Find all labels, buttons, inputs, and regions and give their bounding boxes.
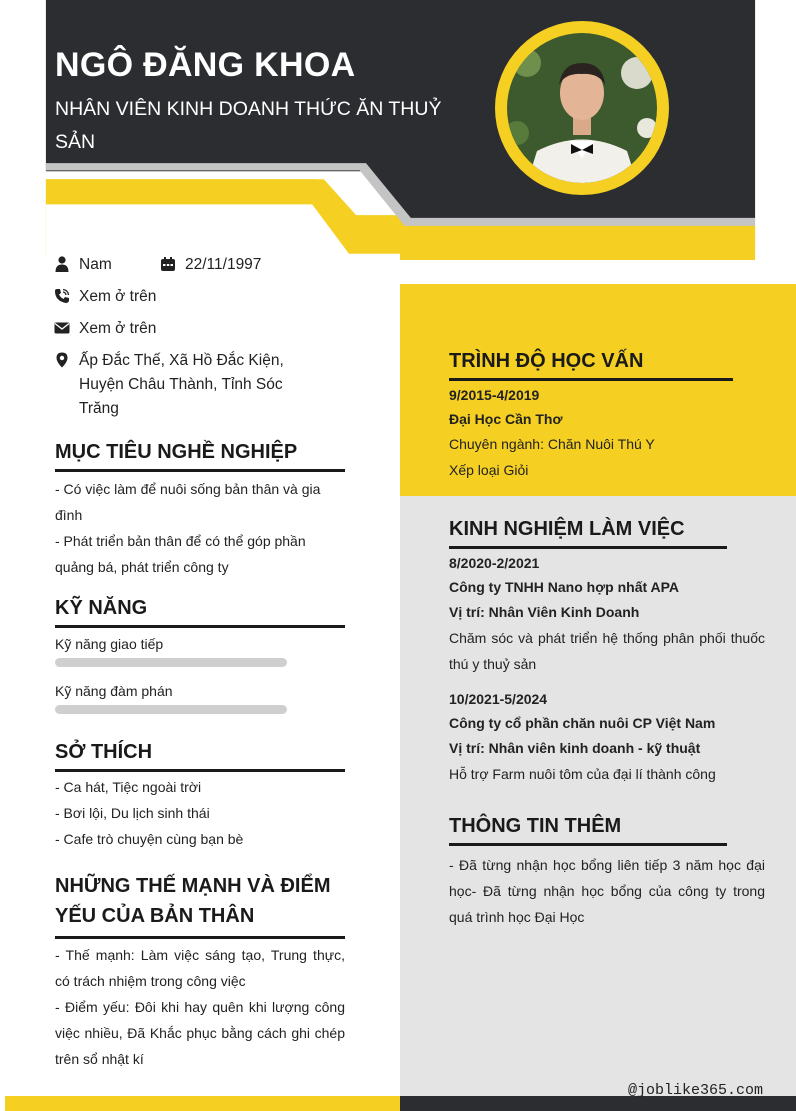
experience-section (449, 518, 765, 787)
extra-text: - Đã từng nhận học bổng liên tiếp 3 năm học đại học- Đã từng nhận học bổng của công ty trong quá trình học Đại Học (449, 857, 765, 925)
person-icon (54, 256, 70, 272)
education-grade: Xếp loại Giỏi (449, 462, 529, 478)
job-company: Công ty TNHH Nano hợp nhất APA (449, 579, 680, 595)
job-role: Vị trí: Nhân Viên Kinh Doanh (449, 604, 640, 620)
address-value: Ấp Đắc Thế, Xã Hồ Đắc Kiện, Huyện Châu Thành, Tỉnh Sóc Trăng (79, 352, 284, 417)
candidate-name: NGÔ ĐĂNG KHOA (55, 46, 356, 84)
job-company: Công ty cổ phần chăn nuôi CP Việt Nam (449, 715, 716, 731)
phone-row (54, 285, 156, 309)
skill-bar (55, 658, 287, 667)
watermark: @joblike365.com (628, 1082, 764, 1099)
dob-row (160, 253, 261, 277)
job-desc: Hỗ trợ Farm nuôi tôm của đại lí thành công (449, 766, 716, 782)
job-entry (449, 551, 765, 677)
avatar (507, 33, 657, 183)
skills-section (55, 597, 345, 714)
footer-band-yellow (5, 1096, 400, 1111)
skill-bar (55, 705, 287, 714)
panel-gap (395, 283, 400, 328)
calendar-icon (160, 256, 176, 272)
objective-title: MỤC TIÊU NGHỀ NGHIỆP (55, 441, 345, 472)
hobby-item: - Bơi lội, Du lịch sinh thái (55, 805, 210, 821)
phone-icon (54, 288, 70, 304)
strengths-title: NHỮNG THẾ MẠNH VÀ ĐIỂM YẾU CỦA BẢN THÂN (55, 871, 345, 939)
hobby-item: - Cafe trò chuyện cùng bạn bè (55, 831, 244, 847)
candidate-position: NHÂN VIÊN KINH DOANH THỨC ĂN THUỶ SẢN (55, 98, 442, 153)
strength-item: - Thế mạnh: Làm việc sáng tạo, Trung thực, có trách nhiệm trong công việc (55, 947, 345, 989)
skill-name: Kỹ năng giao tiếp (55, 636, 164, 652)
education-title: TRÌNH ĐỘ HỌC VẤN (449, 350, 733, 381)
skill-name: Kỹ năng đàm phán (55, 683, 173, 699)
strength-item: - Điểm yếu: Đôi khi hay quên khi lượng công việc nhiều, Đã Khắc phục bằng cách ghi chép trên sổ nhật kí (55, 999, 345, 1067)
strengths-section (55, 871, 345, 1072)
location-pin-icon (54, 352, 70, 368)
address-row (54, 349, 304, 421)
phone-value: Xem ở trên (79, 288, 157, 305)
job-role: Vị trí: Nhân viên kinh doanh - kỹ thuật (449, 740, 701, 756)
skills-title: KỸ NĂNG (55, 597, 345, 628)
email-row (54, 317, 156, 341)
education-school: Đại Học Cần Thơ (449, 411, 563, 427)
education-major: Chuyên ngành: Chăn Nuôi Thú Y (449, 436, 655, 452)
gender-value: Nam (79, 256, 112, 273)
email-value: Xem ở trên (79, 320, 157, 337)
extra-section (449, 815, 765, 930)
objective-item: - Có việc làm để nuôi sống bản thân và gia đình (55, 481, 321, 523)
job-entry (449, 687, 765, 787)
email-icon (54, 320, 70, 336)
gender-row (54, 253, 112, 277)
objective-section (55, 441, 345, 580)
extra-title: THÔNG TIN THÊM (449, 815, 727, 846)
job-period: 8/2020-2/2021 (449, 555, 540, 571)
education-section (449, 350, 733, 483)
dob-value: 22/11/1997 (185, 256, 262, 273)
job-period: 10/2021-5/2024 (449, 691, 548, 707)
objective-item: - Phát triển bản thân để có thể góp phần quảng bá, phát triển công ty (55, 533, 306, 575)
hobby-item: - Ca hát, Tiệc ngoài trời (55, 779, 202, 795)
experience-title: KINH NGHIỆM LÀM VIỆC (449, 518, 727, 549)
job-desc: Chăm sóc và phát triển hệ thống phân phối thuốc thú y thuỷ sản (449, 630, 765, 672)
hobbies-section (55, 741, 345, 852)
education-period: 9/2015-4/2019 (449, 387, 540, 403)
hobbies-title: SỞ THÍCH (55, 741, 345, 772)
